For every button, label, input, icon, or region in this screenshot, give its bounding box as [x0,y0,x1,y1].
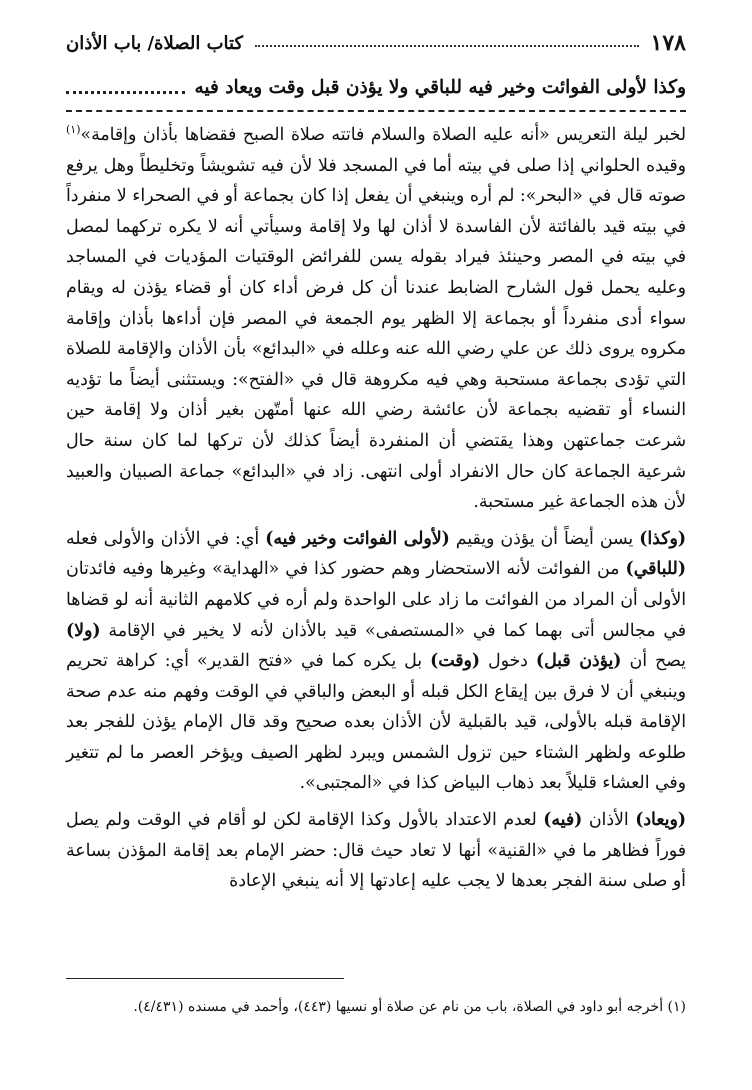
paragraph-1 [66,120,686,518]
page-number: ١٧٨ [650,30,686,56]
matn-quote: (لأولى الفوائت وخير فيه) [265,528,450,549]
running-title: كتاب الصلاة/ باب الأذان [66,32,244,54]
text-span: بل يكره كما في «فتح القدير» أي: كراهة تحريم وينبغي أن لا فرق بين إيقاع الكل قبله أو البعض والباقي في الوقت وفهم منه عدم صحة الإقامة قبله بالأولى، قيد بالقبلية لأن الأذان بعده صحيح وقد قال الإمام يؤذن للفجر بعد طلوعه ولظهر الشتاء حين تزول الشمس ويبرد لظهر الصيف ويؤخر العصر ما لم تتغير وفي العشاء قليلاً بعد ذهاب البياض كذا في «المجتبى». [66,651,686,794]
matn-quote: (فيه) [543,810,583,831]
footnote: (١) أخرجه أبو داود في الصلاة، باب من نام عن صلاة أو نسيها (٤٤٣)، وأحمد في مسنده (٤/٤٣١). [133,999,686,1015]
matn-quote: (يؤذن قبل) [535,651,622,672]
text-span: دخول [480,651,536,672]
text-span: من الفوائت لأنه الاستحضار وهم حضور كذا في «الهداية» وغيرها وفيه فائدتان الأولى أن المراد من الفوائت ما زاد على الواحدة ولم أره في كلامهم الثانية أنه لو قضاها في مجالس أتى بهما كما في «المستصفى» قيد بالأذان لأنه لا يخير في الإقامة [66,559,686,641]
matn-quote: (وقت) [430,651,480,672]
text-span: يصح أن [621,651,686,672]
matn-dashed-rule [66,110,686,112]
paragraph-1-part-a: لخبر ليلة التعريس «أنه عليه الصلاة والسلام فاتته صلاة الصبح فقضاها بأذان وإقامة» [80,125,686,145]
footnote-separator [66,978,344,979]
paragraph-2 [66,524,686,799]
footnote-ref: (١) [66,123,81,137]
text-span: الأذان [582,810,636,831]
text-span: لعدم الاعتداد بالأول وكذا الإقامة لكن لو أقام في الوقت ولم يصل فوراً فظاهر ما في «القنية» أنها لا تعاد حيث قال: حضر الإمام بعد إقامة المؤذن بساعة أو صلى سنة الفجر بعدها لا يجب عليه إعادتها إلا أنه ينبغي الإعادة [66,810,686,892]
matn-line [66,72,686,102]
matn-quote: (للباقي) [625,559,686,580]
page-header [66,28,686,58]
matn-quote: (ولا) [66,620,101,641]
text-span: يسن أيضاً أن يؤذن ويقيم [449,528,640,549]
text-span: أي: في الأذان والأولى فعله [66,528,266,549]
matn-quote: (ويعاد) [635,810,686,831]
paragraph-3 [66,805,686,897]
matn-text: وكذا لأولى الفوائت وخير فيه للباقي ولا يؤذن قبل وقت ويعاد فيه [194,76,686,98]
matn-quote: (وكذا) [639,528,687,549]
paragraph-1-part-b: وقيده الحلواني إذا صلى في بيته أما في المسجد فلا لأن فيه تشويشاً وتخليطاً وهل يرفع صوته قال في «البحر»: لم أره وينبغي أن يفعل إذا كان بجماعة أو في الصحراء لا منفرداً في بيته قيد بالفائتة لأن الفاسدة لا أذان لها ولا إقامة وسيأتي أنه لا يكره تركهما لمصل في بيته في المصر وحينئذ فيراد بقوله يسن للفرائض الوقتيات المؤديات في المساجد وعليه يحمل قول الشارح الضابط عندنا أن كل فرض أداء كان أو قضاء يؤذن له ويقام سواء أدى منفرداً أو بجماعة إلا الظهر يوم الجمعة في المصر فإن أداءها بأذان وإقامة مكروه يروى ذلك عن علي رضي الله عنه وعلله في «البدائع» بأن الأذان والإقامة للصلاة التي تؤدى بجماعة مستحبة وهي فيه مكروهة قال في «الفتح»: ويستثنى أيضاً ما تؤديه النساء أو تقضيه بجماعة لأن عائشة رضي الله عنها أمتّهن بغير أذان ولا إقامة حين شرعت جماعتهن وهذا يقتضي أن المنفردة أيضاً كذلك لأن تركها لما كان سنة حال شرعية الجماعة كان حال الانفراد أولى انتهى. زاد في «البدائع» جماعة الصبيان والعبيد لأن هذه الجماعة غير مستحبة. [66,155,686,513]
header-dotted-leader [255,45,639,47]
commentary-text [66,120,686,903]
matn-dotted-leader [66,91,185,94]
